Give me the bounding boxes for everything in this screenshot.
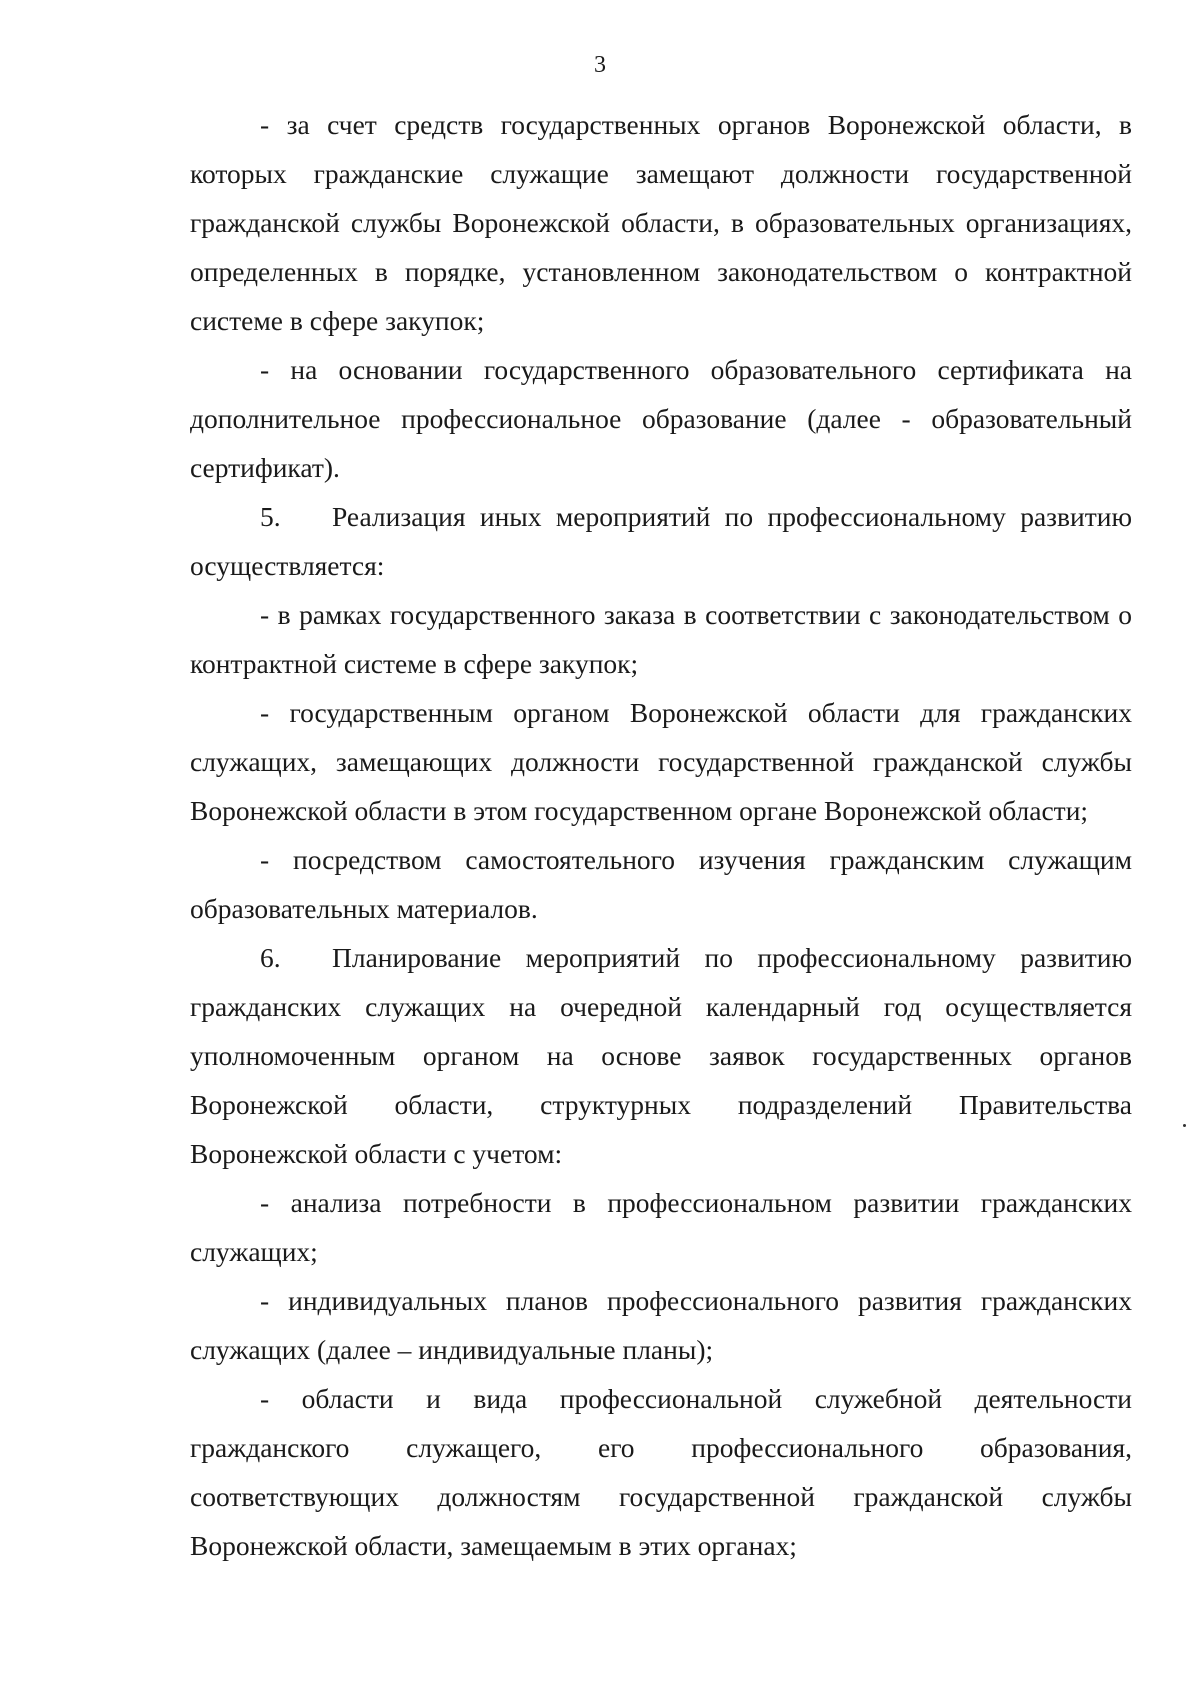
- scan-speck: [1183, 1124, 1186, 1127]
- paragraph-6-planning: 6. Планирование мероприятий по профессиональному развитию гражданских служащих на очередной календарный год осуществляется уполномоченным органом на основе заявок государственных органов Воронежской области, структурных подразделений Правительства Воронежской области с учетом:: [190, 933, 1132, 1178]
- paragraph-state-order: - в рамках государственного заказа в соответствии с законодательством о контрактной системе в сфере закупок;: [190, 599, 1132, 679]
- paragraph-activity-area: - области и вида профессиональной служебной деятельности гражданского служащего, его профессионального образования, соответствующих должностям государственной гражданской службы Воронежской области, замещаемым в этих органах;: [190, 1383, 1132, 1561]
- paragraph-funding-state-bodies: - за счет средств государственных органов Воронежской области, в которых гражданские служащие замещают должности государственной гражданской службы Воронежской области, в образовательных организациях, определенных в порядке, установленном законодательством о контрактной системе в сфере закупок;: [190, 109, 1132, 336]
- paragraph-number: 6.: [260, 942, 281, 973]
- paragraph-needs-analysis: - анализа потребности в профессиональном развитии гражданских служащих;: [190, 1187, 1132, 1267]
- paragraph-education-certificate: - на основании государственного образовательного сертификата на дополнительное профессиональное образование (далее - образовательный сертификат).: [190, 354, 1132, 483]
- paragraph-individual-plans: - индивидуальных планов профессионального развития гражданских служащих (далее – индивидуальные планы);: [190, 1285, 1132, 1365]
- paragraph-state-body: - государственным органом Воронежской области для гражданских служащих, замещающих должности государственной гражданской службы Воронежской области в этом государственном органе Воронежской области;: [190, 697, 1132, 826]
- paragraph-number: 5.: [260, 501, 281, 532]
- page-number: 3: [594, 52, 606, 78]
- paragraph-self-study: - посредством самостоятельного изучения гражданским служащим образовательных материалов.: [190, 844, 1132, 924]
- paragraph-5-other-activities: 5. Реализация иных мероприятий по профессиональному развитию осуществляется:: [190, 492, 1132, 590]
- document-body: [190, 100, 1132, 1570]
